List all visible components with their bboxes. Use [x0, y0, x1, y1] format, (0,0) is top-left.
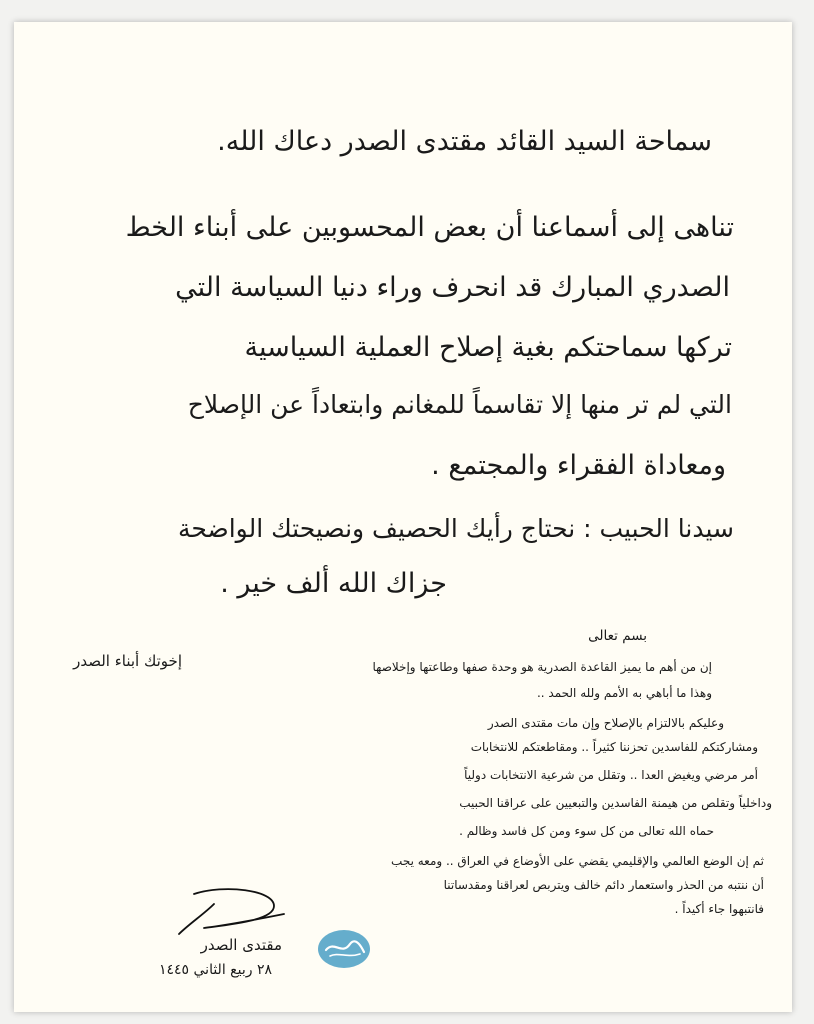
reply-line: أمر مرضي ويغيض العدا .. وتقلل من شرعية الانتخابات دولياً — [464, 768, 758, 782]
signature-name: مقتدى الصدر — [200, 936, 282, 954]
reply-line: وداخلياً وتقلص من هيمنة الفاسدين والتبعيين على عراقنا الحبيب — [459, 796, 772, 810]
body-line: ومعاداة الفقراء والمجتمع . — [431, 450, 726, 481]
reply-line: فانتبهوا جاء أكيداً . — [674, 902, 764, 916]
reply-line: وعليكم بالالتزام بالإصلاح وإن مات مقتدى الصدر — [487, 716, 724, 730]
stamp-seal — [316, 928, 372, 970]
reply-line: إن من أهم ما يميز القاعدة الصدرية هو وحدة صفها وطاعتها وإخلاصها — [372, 660, 712, 674]
reply-line: ومشاركتكم للفاسدين تحزننا كثيراً .. ومقاطعتكم للانتخابات — [470, 740, 758, 754]
reply-line: وهذا ما أباهي به الأمم ولله الحمد .. — [536, 686, 712, 700]
signature-scribble — [164, 884, 314, 944]
letter-page — [14, 22, 792, 1012]
salutation: سماحة السيد القائد مقتدى الصدر دعاك الله. — [217, 126, 712, 157]
reply-line: ثم إن الوضع العالمي والإقليمي يقضي على الأوضاع في العراق .. ومعه يجب — [391, 854, 764, 868]
sender-signoff: إخوتك أبناء الصدر — [73, 652, 182, 670]
closing-line: سيدنا الحبيب : نحتاج رأيك الحصيف ونصيحتك الواضحة — [177, 514, 734, 543]
body-line: تناهى إلى أسماعنا أن بعض المحسوبين على أبناء الخط — [125, 212, 734, 243]
signature-date: ٢٨ ربيع الثاني ١٤٤٥ — [158, 962, 272, 978]
closing-line: جزاك الله ألف خير . — [220, 568, 447, 599]
reply-line: أن ننتبه من الحذر واستعمار دائم خالف ويتربص لعراقنا ومقدساتنا — [443, 878, 764, 892]
body-line: تركها سماحتكم بغية إصلاح العملية السياسية — [244, 332, 732, 363]
body-line: التي لم تر منها إلا تقاسماً للمغانم وابتعاداً عن الإصلاح — [187, 390, 732, 419]
basmala: بسم تعالى — [588, 628, 647, 644]
body-line: الصدري المبارك قد انحرف وراء دنيا السياسة التي — [175, 272, 730, 303]
reply-line: حماه الله تعالى من كل سوء ومن كل فاسد وظالم . — [459, 824, 714, 838]
